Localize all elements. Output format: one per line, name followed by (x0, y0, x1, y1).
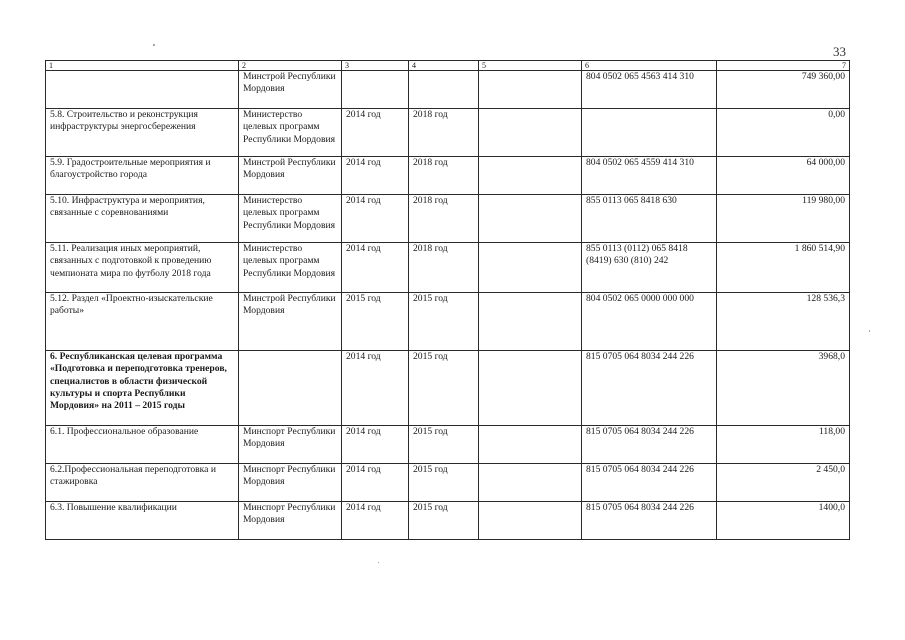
budget-table (45, 60, 850, 540)
end-year-cell: 2015 год (409, 426, 479, 464)
amount-cell: 128 536,3 (717, 293, 850, 351)
item-name-cell: 5.8. Строительство и реконструкция инфраструктуры энергосбережения (46, 109, 239, 157)
budget-code-cell (582, 109, 717, 157)
start-year-cell: 2014 год (342, 351, 409, 426)
end-year-cell: 2018 год (409, 157, 479, 195)
agency-cell: Минстрой Республики Мордовия (239, 71, 342, 109)
column-5-cell (479, 157, 582, 195)
table-row (46, 351, 850, 426)
item-name-cell: 5.9. Градостроительные мероприятия и благоустройство города (46, 157, 239, 195)
start-year-cell: 2015 год (342, 293, 409, 351)
scan-speck (378, 562, 379, 563)
start-year-cell: 2014 год (342, 157, 409, 195)
agency-cell (239, 351, 342, 426)
column-5-cell (479, 71, 582, 109)
table-row (46, 464, 850, 502)
item-name-cell: 5.12. Раздел «Проектно-изыскательские работы» (46, 293, 239, 351)
amount-cell: 1 860 514,90 (717, 243, 850, 293)
column-number: 1 (46, 61, 239, 71)
table-row (46, 157, 850, 195)
item-name-cell (46, 71, 239, 109)
scan-speck (153, 44, 155, 46)
amount-cell: 749 360,00 (717, 71, 850, 109)
agency-cell: Минспорт Республики Мордовия (239, 502, 342, 540)
budget-code-cell: 804 0502 065 4559 414 310 (582, 157, 717, 195)
table-row (46, 195, 850, 243)
agency-cell: Министерство целевых программ Республики Мордовия (239, 243, 342, 293)
column-number: 3 (342, 61, 409, 71)
page-number: 33 (833, 44, 846, 59)
end-year-cell: 2015 год (409, 502, 479, 540)
budget-code-cell: 815 0705 064 8034 244 226 (582, 502, 717, 540)
table-row (46, 502, 850, 540)
end-year-cell: 2018 год (409, 195, 479, 243)
start-year-cell: 2014 год (342, 243, 409, 293)
column-5-cell (479, 243, 582, 293)
budget-code-cell: 804 0502 065 4563 414 310 (582, 71, 717, 109)
agency-cell: Минстрой Республики Мордовия (239, 293, 342, 351)
table-row (46, 71, 850, 109)
column-5-cell (479, 109, 582, 157)
agency-cell: Минспорт Республики Мордовия (239, 426, 342, 464)
end-year-cell: 2015 год (409, 293, 479, 351)
start-year-cell: 2014 год (342, 426, 409, 464)
amount-cell: 119 980,00 (717, 195, 850, 243)
agency-cell: Минстрой Республики Мордовия (239, 157, 342, 195)
amount-cell: 2 450,0 (717, 464, 850, 502)
budget-code-cell: 855 0113 065 8418 630 (582, 195, 717, 243)
column-number: 7 (717, 61, 850, 71)
budget-code-cell: 815 0705 064 8034 244 226 (582, 426, 717, 464)
item-name-cell: 6.1. Профессиональное образование (46, 426, 239, 464)
item-name-cell: 6.2.Профессиональная переподготовка и стажировка (46, 464, 239, 502)
amount-cell: 3968,0 (717, 351, 850, 426)
start-year-cell: 2014 год (342, 502, 409, 540)
item-name-cell: 6. Республиканская целевая программа «Подготовка и переподготовка тренеров, специалистов в области физической культуры и спорта Республики Мордовия» на 2011 – 2015 годы (46, 351, 239, 426)
table-row (46, 243, 850, 293)
column-number-row (46, 61, 850, 71)
start-year-cell: 2014 год (342, 109, 409, 157)
start-year-cell (342, 71, 409, 109)
agency-cell: Министерство целевых программ Республики Мордовия (239, 195, 342, 243)
item-name-cell: 5.11. Реализация иных мероприятий, связанных с подготовкой к проведению чемпионата мира по футболу 2018 года (46, 243, 239, 293)
table-row (46, 293, 850, 351)
budget-code-cell: 804 0502 065 0000 000 000 (582, 293, 717, 351)
item-name-cell: 5.10. Инфраструктура и мероприятия, связанные с соревнованиями (46, 195, 239, 243)
column-5-cell (479, 195, 582, 243)
column-number: 2 (239, 61, 342, 71)
budget-code-cell: 815 0705 064 8034 244 226 (582, 464, 717, 502)
start-year-cell: 2014 год (342, 464, 409, 502)
amount-cell: 118,00 (717, 426, 850, 464)
table-row (46, 109, 850, 157)
column-number: 6 (582, 61, 717, 71)
amount-cell: 0,00 (717, 109, 850, 157)
budget-code-cell: 855 0113 (0112) 065 8418 (8419) 630 (810) 242 (582, 243, 717, 293)
end-year-cell (409, 71, 479, 109)
column-number: 5 (479, 61, 582, 71)
table-row (46, 426, 850, 464)
amount-cell: 64 000,00 (717, 157, 850, 195)
end-year-cell: 2015 год (409, 464, 479, 502)
column-5-cell (479, 426, 582, 464)
column-5-cell (479, 351, 582, 426)
amount-cell: 1400,0 (717, 502, 850, 540)
agency-cell: Министерство целевых программ Республики Мордовия (239, 109, 342, 157)
end-year-cell: 2018 год (409, 109, 479, 157)
end-year-cell: 2018 год (409, 243, 479, 293)
column-5-cell (479, 293, 582, 351)
column-5-cell (479, 502, 582, 540)
end-year-cell: 2015 год (409, 351, 479, 426)
budget-code-cell: 815 0705 064 8034 244 226 (582, 351, 717, 426)
agency-cell: Минспорт Республики Мордовия (239, 464, 342, 502)
scan-speck (869, 330, 870, 332)
start-year-cell: 2014 год (342, 195, 409, 243)
column-5-cell (479, 464, 582, 502)
column-number: 4 (409, 61, 479, 71)
item-name-cell: 6.3. Повышение квалификации (46, 502, 239, 540)
